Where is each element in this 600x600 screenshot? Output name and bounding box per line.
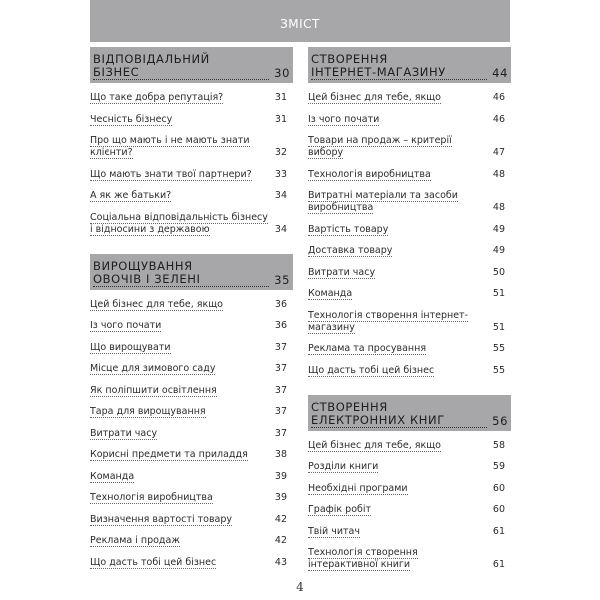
toc-entry[interactable] [90, 428, 293, 440]
toc-entry-title: Витрати часу [90, 427, 158, 439]
toc-entry-title: Технологія виробництва [308, 168, 431, 180]
toc-entry-page: 31 [274, 92, 287, 103]
toc-entry-page: 51 [492, 321, 505, 333]
toc-entry-title: Технологія створення інтернет-магазину [308, 309, 469, 333]
toc-entry-title: А як же батьки? [90, 190, 172, 201]
toc-entry-page: 34 [274, 190, 287, 201]
toc-entry-page: 49 [492, 245, 505, 256]
toc-entry[interactable] [90, 363, 293, 375]
toc-entry-title: Товари на продаж – критерії вибору [308, 135, 452, 158]
toc-entry[interactable] [308, 92, 511, 104]
section-entries [90, 299, 293, 569]
toc-section [90, 47, 293, 236]
toc-entry-title: Чесність бізнесу [90, 113, 173, 125]
toc-entry-page: 51 [492, 288, 505, 299]
toc-entry[interactable] [90, 299, 293, 311]
section-entries [308, 92, 511, 377]
section-title-line2: ІНТЕРНЕТ-МАГАЗИНУ [311, 66, 487, 80]
toc-entry[interactable] [308, 504, 511, 516]
section-title [93, 260, 269, 287]
toc-entry[interactable] [90, 92, 293, 104]
toc-entry[interactable] [90, 535, 293, 547]
toc-section [308, 47, 511, 377]
toc-entry[interactable] [308, 483, 511, 495]
toc-entry[interactable] [90, 320, 293, 332]
toc-entry-page: 36 [274, 298, 287, 310]
toc-entry-page: 36 [274, 320, 287, 331]
toc-section [308, 395, 511, 572]
section-title-line1: ВІДПОВІДАЛЬНИЙ [93, 52, 210, 66]
toc-entry-title: Корисні предмети та приладдя [90, 449, 248, 460]
section-entries [90, 92, 293, 236]
toc-entry[interactable] [90, 492, 293, 504]
toc-entry[interactable] [308, 461, 511, 473]
toc-entry-page: 31 [274, 113, 287, 125]
toc-entry-title: Що дасть тобі цей бізнес [90, 556, 217, 568]
toc-entry-page: 43 [274, 556, 287, 568]
toc-entry-title: Із чого почати [308, 113, 380, 125]
toc-entry[interactable] [90, 114, 293, 126]
section-page-number: 35 [274, 272, 290, 287]
toc-entry-title: Що вирощувати [90, 341, 171, 353]
contents-title: ЗМІСТ [280, 17, 320, 31]
toc-entry[interactable] [90, 557, 293, 569]
toc-section [90, 254, 293, 569]
toc-entry-page: 39 [274, 492, 287, 503]
toc-entry-title: Що таке добра репутація? [90, 92, 224, 103]
section-title-line2: ОВОЧІВ І ЗЕЛЕНІ [93, 273, 269, 287]
toc-entry[interactable] [90, 471, 293, 483]
toc-entry-page: 61 [492, 559, 505, 570]
page-number: 4 [296, 580, 304, 594]
toc-entry-title: Технологія створення інтерактивної книги [308, 547, 418, 570]
toc-entry-page: 34 [274, 223, 287, 235]
section-title-line2: БІЗНЕС [93, 66, 269, 80]
toc-entry-title: Витратні матеріали та засоби виробництва [308, 190, 458, 213]
toc-entry-title: Технологія виробництва [90, 492, 213, 503]
section-title [311, 401, 487, 428]
toc-entry-title: Тара для вирощування [90, 406, 206, 417]
toc-entry[interactable] [308, 526, 511, 538]
toc-entry[interactable] [308, 169, 511, 181]
toc-entry-title: Цей бізнес для тебе, якщо [308, 92, 441, 103]
toc-entry-page: 61 [492, 525, 505, 537]
toc-entry-page: 42 [274, 535, 287, 546]
toc-entry[interactable] [308, 547, 511, 571]
section-header[interactable] [90, 47, 293, 83]
section-page-number: 44 [492, 66, 508, 80]
toc-entry[interactable] [308, 310, 511, 334]
toc-entry[interactable] [90, 135, 293, 159]
toc-entry-title: Цей бізнес для тебе, якщо [308, 439, 441, 451]
toc-entry[interactable] [308, 365, 511, 377]
toc-entry-title: Команда [90, 470, 135, 482]
toc-entry-page: 38 [274, 449, 287, 460]
toc-entry-page: 37 [274, 384, 287, 396]
section-page-number: 30 [274, 66, 290, 80]
toc-entry[interactable] [90, 385, 293, 397]
section-header[interactable] [308, 47, 511, 83]
toc-entry[interactable] [90, 212, 293, 236]
toc-entry-title: Визначення вартості товару [90, 513, 233, 525]
toc-entry[interactable] [308, 245, 511, 257]
toc-entry-page: 47 [492, 147, 505, 158]
toc-entry[interactable] [90, 190, 293, 202]
toc-entry-page: 46 [492, 113, 505, 125]
toc-entry-page: 59 [492, 461, 505, 472]
section-entries [308, 440, 511, 572]
toc-entry[interactable] [308, 288, 511, 300]
toc-entry-page: 33 [274, 168, 287, 180]
toc-entry-page: 60 [492, 482, 505, 494]
toc-entry-title: Цей бізнес для тебе, якщо [90, 298, 223, 310]
contents-header-band [90, 0, 510, 42]
section-header[interactable] [90, 254, 293, 290]
toc-entry-title: Із чого почати [90, 320, 162, 331]
toc-entry-title: Реклама та просування [308, 343, 427, 354]
toc-entry-title: Необхідні програми [308, 482, 408, 494]
toc-entry-page: 37 [274, 363, 287, 374]
section-title-line2: ЕЛЕКТРОННИХ КНИГ [311, 414, 487, 428]
toc-entry-page: 37 [274, 406, 287, 417]
toc-entry-page: 42 [274, 513, 287, 525]
toc-entry-title: Розділи книги [308, 461, 379, 472]
toc-entry[interactable] [308, 267, 511, 279]
toc-entry-page: 50 [492, 266, 505, 278]
toc-entry-page: 32 [274, 147, 287, 158]
toc-entry[interactable] [308, 135, 511, 159]
toc-entry-title: Як поліпшити освітлення [90, 384, 217, 396]
toc-entry[interactable] [90, 449, 293, 461]
toc-entry-title: Вартість товару [308, 223, 389, 235]
toc-entry-page: 55 [492, 343, 505, 354]
toc-entry-page: 48 [492, 202, 505, 213]
toc-entry-title: Що дасть тобі цей бізнес [308, 364, 435, 376]
toc-entry[interactable] [90, 169, 293, 181]
toc-entry[interactable] [308, 190, 511, 214]
toc-entry-page: 37 [274, 427, 287, 439]
toc-entry[interactable] [90, 342, 293, 354]
toc-entry[interactable] [308, 114, 511, 126]
section-title [311, 53, 487, 80]
section-title [93, 53, 269, 80]
section-page-number: 56 [492, 413, 508, 428]
toc-entry-title: Команда [308, 288, 353, 299]
section-header[interactable] [308, 395, 511, 431]
toc-entry-page: 60 [492, 504, 505, 515]
toc-entry-page: 48 [492, 168, 505, 180]
left-column [90, 47, 293, 587]
toc-entry-title: Реклама і продаж [90, 535, 180, 546]
toc-entry-title: Доставка товару [308, 245, 393, 256]
toc-entry-title: Про що мають і не мають знати клієнти? [90, 135, 250, 158]
section-title-line1: СТВОРЕННЯ [311, 52, 388, 66]
toc-entry[interactable] [308, 343, 511, 355]
toc-entry[interactable] [308, 224, 511, 236]
toc-entry-page: 49 [492, 223, 505, 235]
toc-entry-page: 46 [492, 92, 505, 103]
toc-entry-title: Графік робіт [308, 504, 372, 515]
toc-entry-title: Витрати часу [308, 266, 376, 278]
toc-entry[interactable] [90, 514, 293, 526]
toc-entry-title: Твій читач [308, 525, 360, 537]
toc-entry-title: Що мають знати твої партнери? [90, 168, 252, 180]
toc-entry-title: Соціальна відповідальність бізнесу і відносини з державою [90, 211, 268, 235]
toc-entry-page: 39 [274, 470, 287, 482]
toc-entry-page: 58 [492, 439, 505, 451]
toc-entry-page: 55 [492, 364, 505, 376]
toc-entry-page: 37 [274, 341, 287, 353]
toc-entry[interactable] [90, 406, 293, 418]
section-title-line1: ВИРОЩУВАННЯ [93, 258, 193, 273]
section-title-line1: СТВОРЕННЯ [311, 399, 388, 414]
toc-entry-title: Місце для зимового саду [90, 363, 216, 374]
right-column [308, 47, 511, 589]
toc-entry[interactable] [308, 440, 511, 452]
